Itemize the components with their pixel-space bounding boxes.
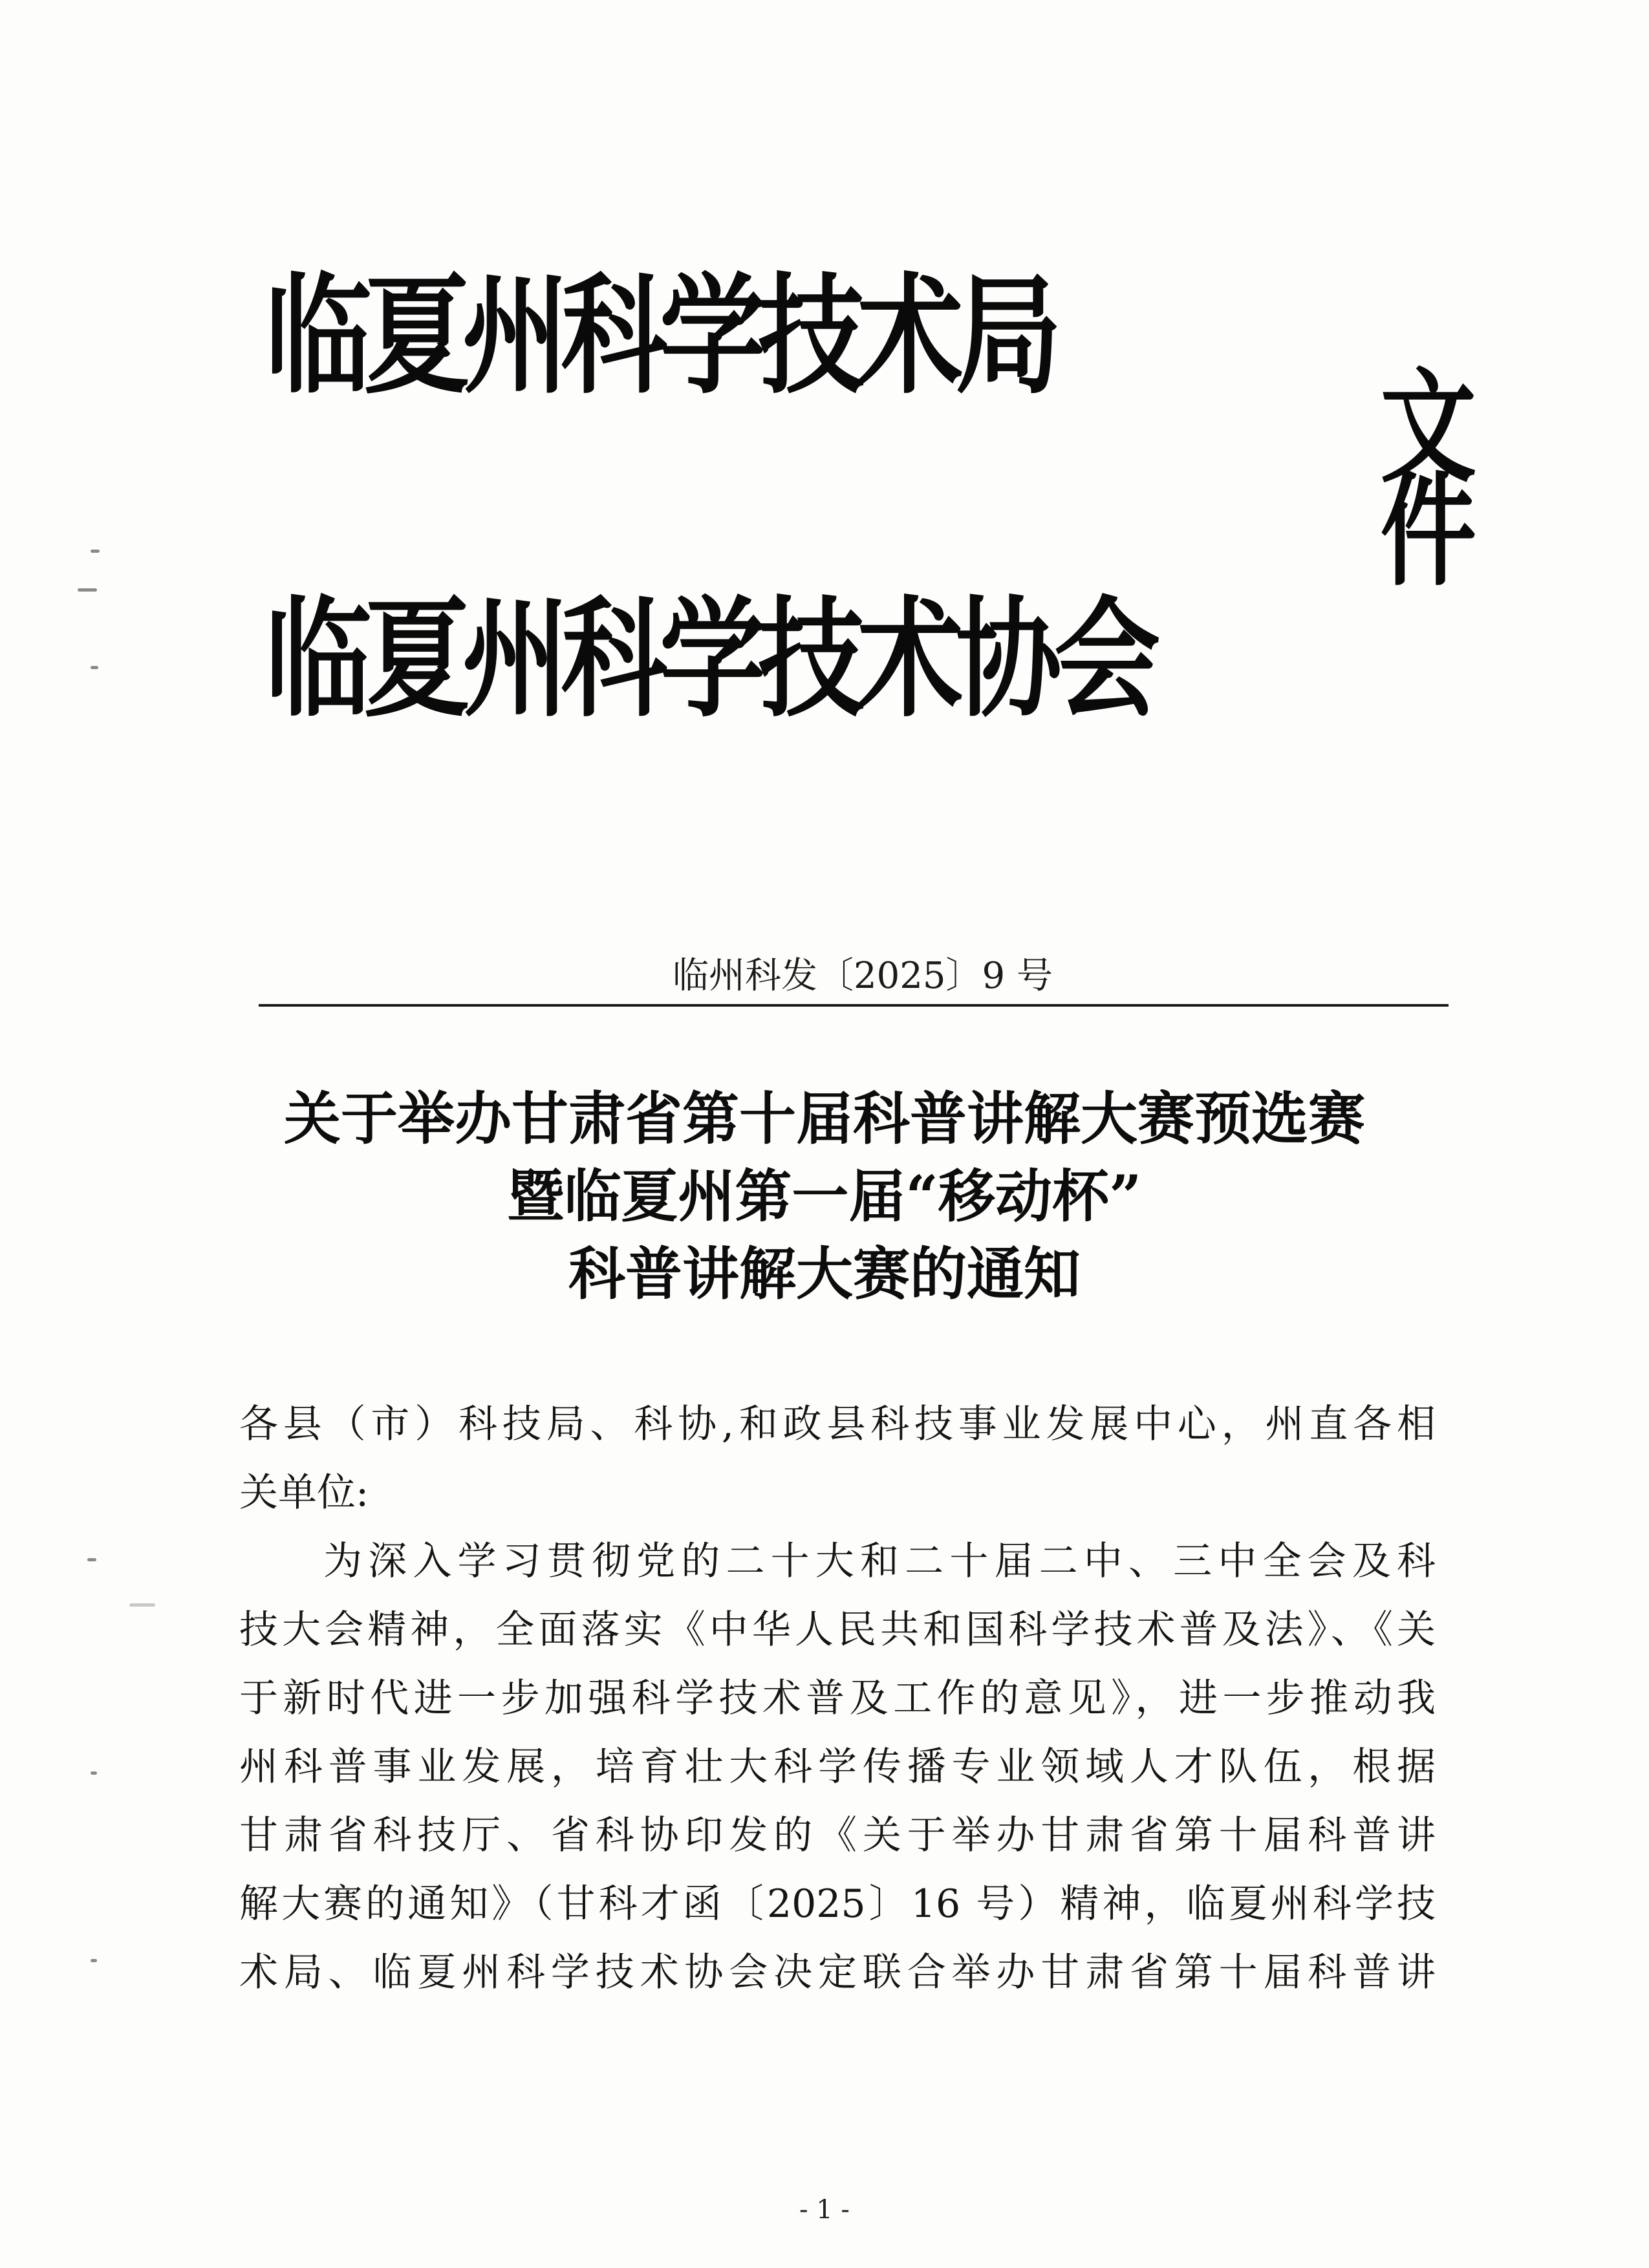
letterhead-org-line-1: 临夏州科学技术局 bbox=[265, 261, 1055, 412]
document-number: 临州科发〔2025〕9 号 bbox=[673, 955, 1053, 997]
title-line-3: 科普讲解大赛的通知 bbox=[568, 1240, 1081, 1307]
letterhead-doc-word: 文件 bbox=[1364, 362, 1476, 569]
addressee-line-2: 关单位: bbox=[239, 1470, 369, 1515]
paragraph-line: 州科普事业发展，培育壮大科学传播专业领域人才队伍，根据 bbox=[239, 1744, 1436, 1790]
paragraph-line: 技大会精神，全面落实《中华人民共和国科学技术普及法》、《关 bbox=[239, 1607, 1436, 1653]
paragraph-line: 为深入学习贯彻党的二十大和二十届二中、三中全会及科 bbox=[323, 1539, 1436, 1584]
addressee-line-1: 各县（市）科技局、科协,和政县科技事业发展中心，州直各相 bbox=[239, 1402, 1436, 1447]
paragraph-line: 解大赛的通知》（甘科才函〔2025〕16 号）精神，临夏州科学技 bbox=[239, 1881, 1436, 1927]
title-line-2: 暨临夏州第一届“移动杯” bbox=[507, 1162, 1142, 1230]
document-body bbox=[239, 1390, 1436, 2007]
page-number: - 1 - bbox=[799, 2195, 850, 2225]
document-title bbox=[194, 1080, 1455, 1312]
header-divider bbox=[259, 1004, 1449, 1007]
paragraph-line: 甘肃省科技厅、省科协印发的《关于举办甘肃省第十届科普讲 bbox=[239, 1813, 1436, 1858]
letterhead-org-line-2: 临夏州科学技术协会 bbox=[265, 584, 1153, 735]
paragraph-line: 于新时代进一步加强科学技术普及工作的意见》，进一步推动我 bbox=[239, 1676, 1436, 1721]
paragraph-line: 术局、临夏州科学技术协会决定联合举办甘肃省第十届科普讲 bbox=[239, 1950, 1436, 1995]
title-line-1: 关于举办甘肃省第十届科普讲解大赛预选赛 bbox=[283, 1085, 1365, 1152]
